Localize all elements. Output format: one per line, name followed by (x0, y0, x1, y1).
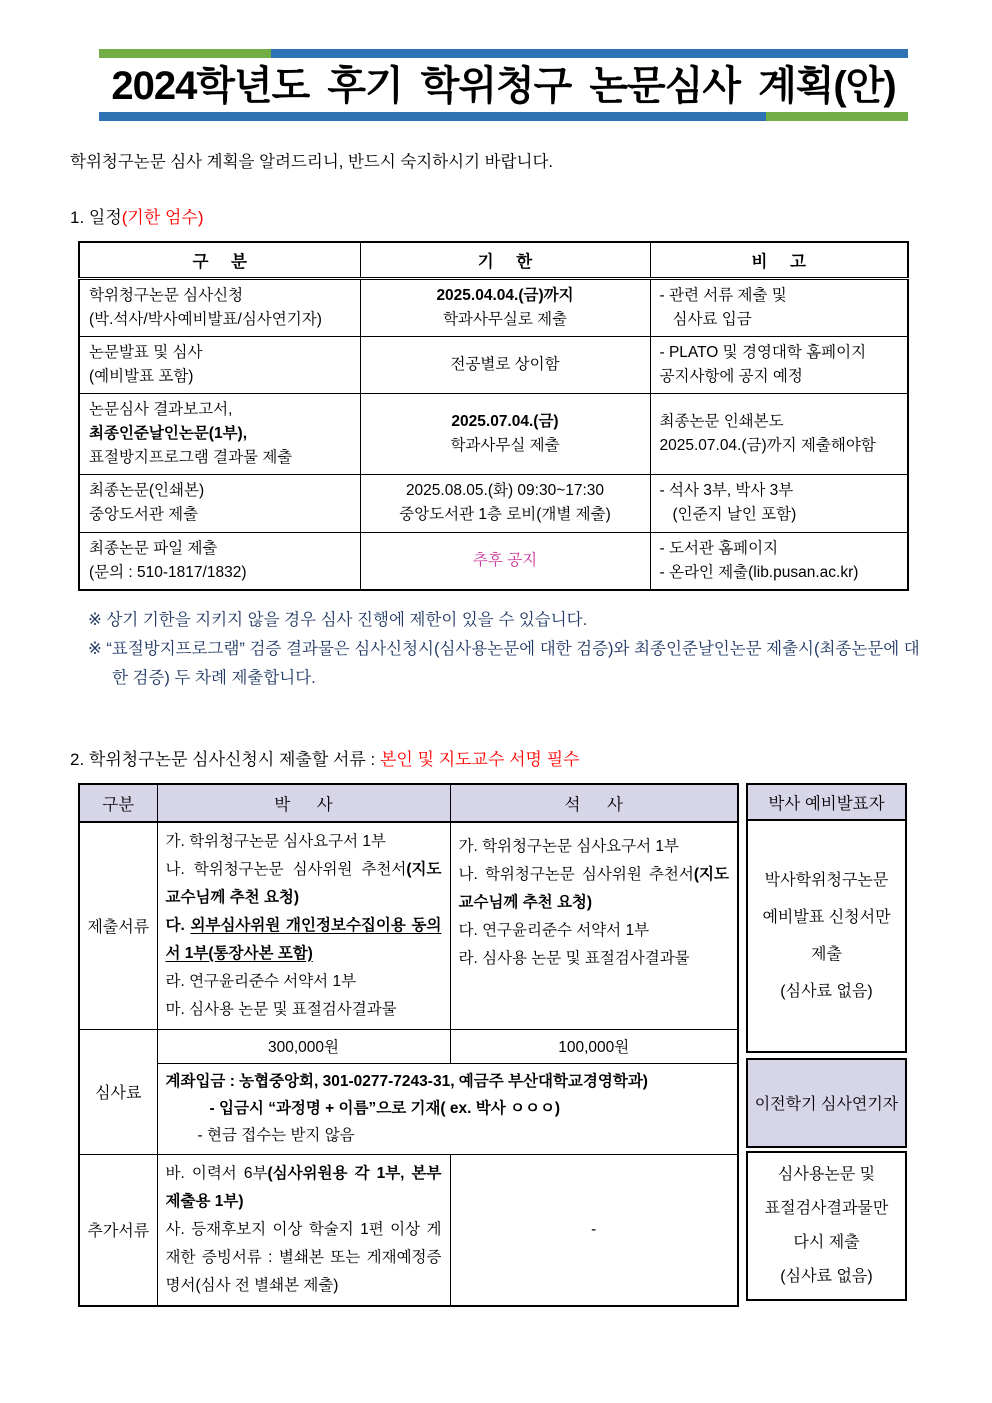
section1-heading-red: (기한 엄수) (121, 208, 204, 227)
header-remarks: 비 고 (650, 242, 908, 278)
table-row (79, 532, 908, 590)
banner-bottom-bar (99, 112, 908, 121)
row2-remarks: - PLATO 및 경영대학 홈페이지 공지사항에 공지 예정 (650, 336, 908, 393)
row5-category: 최종논문 파일 제출 (문의 : 510-1817/1832) (79, 532, 360, 590)
table-row-submission-docs (79, 822, 738, 1030)
row3-remarks: 최종논문 인쇄본도 2025.07.04.(금)까지 제출해야함 (650, 393, 908, 474)
doctor-docs-cell: 가. 학위청구논문 심사요구서 1부 나. 학위청구논문 심사위원 추천서(지도교수님께 추천 요청) 다. 외부심사위원 개인정보수집이용 동의서 1부(통장사본 포함) 라. 연구윤리준수 서약서 1부 마. 심사용 논문 및 표절검사결과물 (157, 822, 450, 1030)
banner-top-bar (99, 49, 908, 58)
row4-category: 최종논문(인쇄본) 중앙도서관 제출 (79, 474, 360, 532)
no-cash-line: - 현금 접수는 받지 않음 (197, 1127, 355, 1144)
note-line: ※ 상기 기한을 지키지 않을 경우 심사 진행에 제한이 있을 수 있습니다. (88, 610, 588, 629)
row2-category: 논문발표 및 심사 (예비발표 포함) (79, 336, 360, 393)
schedule-header-row (79, 242, 908, 278)
doctor-extra-docs-cell: 바. 이력서 6부(심사위원용 각 1부, 본부 제출용 1부) 사. 등재후보지 이상 학술지 1편 이상 게재한 증빙서류 : 별쇄본 또는 게재예정증명서(심사 전 별쇄본 제출) (157, 1154, 450, 1306)
green-bar-segment (766, 112, 908, 121)
blue-bar-segment (271, 49, 908, 58)
row5-deadline (360, 532, 650, 590)
master-fee: 100,000원 (450, 1029, 738, 1063)
blue-bar-segment (99, 112, 766, 121)
green-bar-segment (99, 49, 271, 58)
notes-block (88, 606, 932, 693)
account-info-cell (157, 1063, 738, 1154)
preliminary-presenter-column (746, 783, 907, 1301)
row1-deadline: 2025.04.04.(금)까지 학과사무실로 제출 (360, 278, 650, 336)
page-title: 2024학년도 후기 학위청구 논문심사 계획(안) (111, 64, 896, 108)
section1-heading-black: 1. 일정 (70, 208, 122, 227)
documents-table (78, 783, 739, 1307)
table-row-fee (79, 1029, 738, 1063)
section2-heading (70, 745, 992, 770)
row4-remarks: - 석사 3부, 박사 3부 (인준지 날인 포함) (650, 474, 908, 532)
account-number-line: 계좌입금 : 농협중앙회, 301-0277-7243-31, 예금주 부산대학교경영학과) (165, 1073, 648, 1090)
title-banner (99, 49, 908, 121)
intro-text: 학위청구논문 심사 계획을 알려드리니, 반드시 숙지하시기 바랍니다. (70, 153, 553, 171)
row1-remarks: - 관련 서류 제출 및 심사료 입금 (650, 278, 908, 336)
row3-category: 논문심사 결과보고서, 최종인준날인논문(1부), 표절방지프로그램 결과물 제출 (79, 393, 360, 474)
deferred-resubmission-cell: 심사용논문 및 표절검사결과물만 다시 제출 (심사료 없음) (746, 1151, 907, 1301)
header-deadline: 기 한 (360, 242, 650, 278)
documents-header-row (79, 784, 738, 822)
row-label: 심사료 (79, 1029, 157, 1154)
header-master: 석 사 (450, 784, 738, 822)
note-line: ※ “표절방지프로그램” 검증 결과물은 심사신청시(심사용논문에 대한 검증)와 최종인준날인논문 제출시(최종논문에 대한 검증) 두 차례 제출합니다. (88, 639, 920, 687)
master-extra-docs-cell: - (450, 1154, 738, 1306)
row4-deadline: 2025.08.05.(화) 09:30~17:30 중앙도서관 1층 로비(개별 제출) (360, 474, 650, 532)
table-row (79, 474, 908, 532)
table-row (79, 336, 908, 393)
master-docs-cell: 가. 학위청구논문 심사요구서 1부 나. 학위청구논문 심사위원 추천서(지도교수님께 추천 요청) 다. 연구윤리준수 서약서 1부 라. 심사용 논문 및 표절검사결과물 (450, 822, 738, 1030)
header-preliminary-presenter: 박사 예비발표자 (746, 783, 907, 821)
row-label: 제출서류 (79, 822, 157, 1030)
table-row (79, 278, 908, 336)
tbd-notice: 추후 공지 (472, 551, 538, 569)
row2-deadline: 전공별로 상이함 (360, 336, 650, 393)
header-category: 구 분 (79, 242, 360, 278)
header-category: 구분 (79, 784, 157, 822)
preliminary-presenter-cell: 박사학위청구논문 예비발표 신청서만 제출 (심사료 없음) (746, 819, 907, 1053)
deferred-examinee-cell: 이전학기 심사연기자 (746, 1058, 907, 1148)
deposit-instruction-line: - 입금시 “과정명 + 이름”으로 기재( ex. 박사 ㅇㅇㅇ) (209, 1100, 561, 1117)
row-label: 추가서류 (79, 1154, 157, 1306)
header-doctor: 박 사 (157, 784, 450, 822)
doctor-fee: 300,000원 (157, 1029, 450, 1063)
table-row-account (79, 1063, 738, 1154)
section2-heading-black: 2. 학위청구논문 심사신청시 제출할 서류 : (70, 749, 380, 769)
documents-table-wrap (78, 783, 907, 1307)
row1-category: 학위청구논문 심사신청 (박.석사/박사예비발표/심사연기자) (79, 278, 360, 336)
section1-heading (70, 203, 992, 228)
table-row (79, 393, 908, 474)
table-row-extra-docs (79, 1154, 738, 1306)
schedule-table (78, 241, 909, 591)
section2-heading-red: 본인 및 지도교수 서명 필수 (380, 749, 580, 769)
row5-remarks: - 도서관 홈페이지 - 온라인 제출(lib.pusan.ac.kr) (650, 532, 908, 590)
row3-deadline: 2025.07.04.(금) 학과사무실 제출 (360, 393, 650, 474)
